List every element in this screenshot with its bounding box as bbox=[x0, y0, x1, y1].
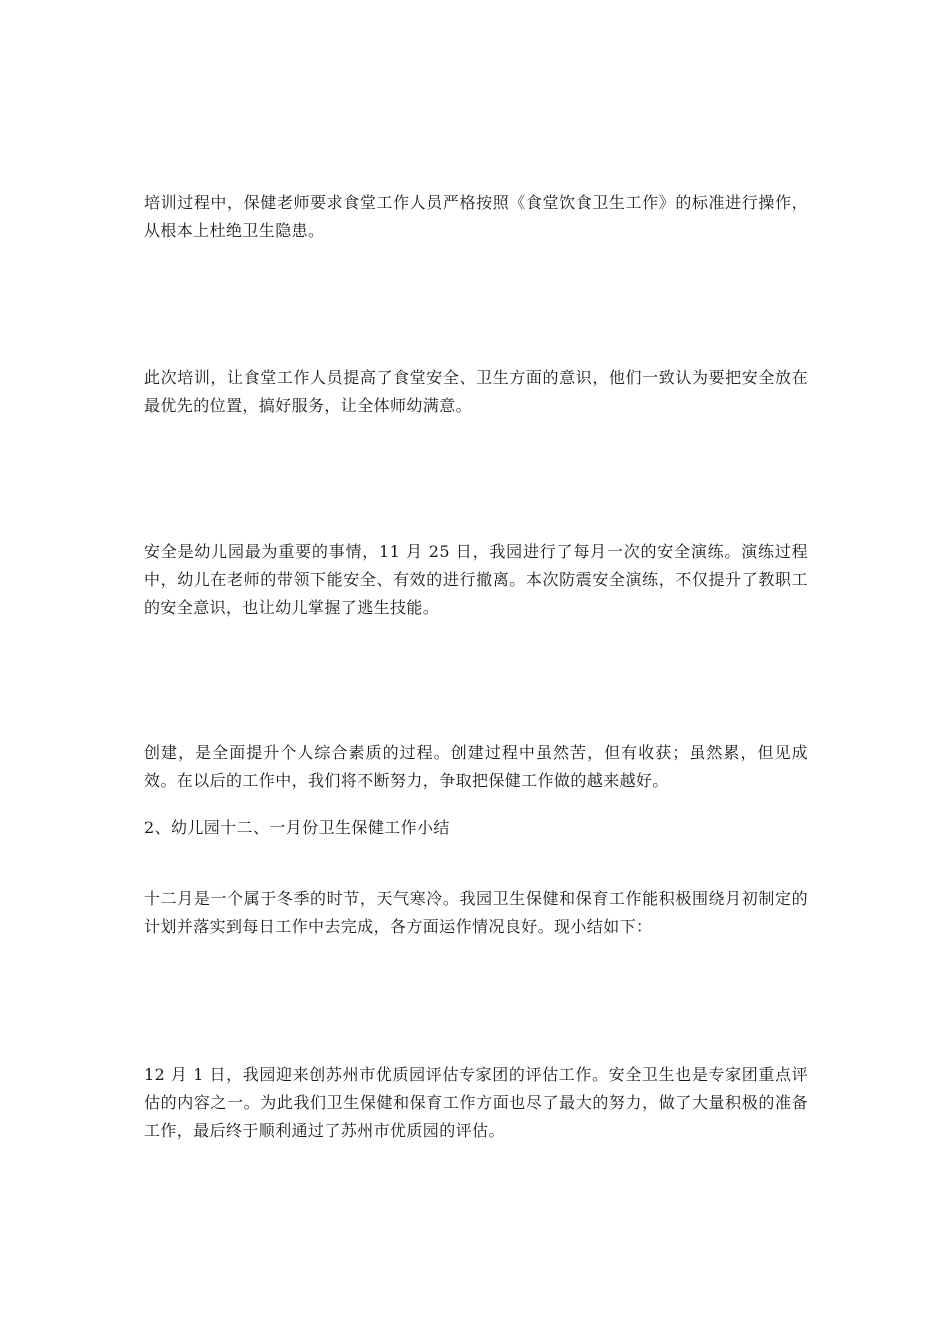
paragraph-safety-drill: 安全是幼儿园最为重要的事情，11 月 25 日，我园进行了每月一次的安全演练。演练过程中，幼儿在老师的带领下能安全、有效的进行撤离。本次防震安全演练，不仅提升了教职工的安全意识，也让幼儿掌握了逃生技能。 bbox=[144, 542, 808, 617]
paragraph-evaluation: 12 月 1 日，我园迎来创苏州市优质园评估专家团的评估工作。安全卫生也是专家团重点评估的内容之一。为此我们卫生保健和保育工作方面也尽了最大的努力，做了大量积极的准备工作，最后终于顺利通过了苏州市优质园的评估。 bbox=[144, 1065, 808, 1140]
paragraph-conclusion: 创建，是全面提升个人综合素质的过程。创建过程中虽然苦，但有收获；虽然累，但见成效。在以后的工作中，我们将不断努力，争取把保健工作做的越来越好。 bbox=[144, 743, 808, 790]
paragraph-canteen-training: 培训过程中，保健老师要求食堂工作人员严格按照《食堂饮食卫生工作》的标准进行操作，从根本上杜绝卫生隐患。 bbox=[144, 193, 808, 240]
paragraph-december-intro: 十二月是一个属于冬季的时节，天气寒冷。我园卫生保健和保育工作能积极围绕月初制定的计划并落实到每日工作中去完成，各方面运作情况良好。现小结如下： bbox=[144, 889, 808, 936]
section-heading: 2、幼儿园十二、一月份卫生保健工作小结 bbox=[144, 818, 450, 837]
paragraph-training-outcome: 此次培训，让食堂工作人员提高了食堂安全、卫生方面的意识，他们一致认为要把安全放在最优先的位置，搞好服务，让全体师幼满意。 bbox=[144, 368, 808, 415]
